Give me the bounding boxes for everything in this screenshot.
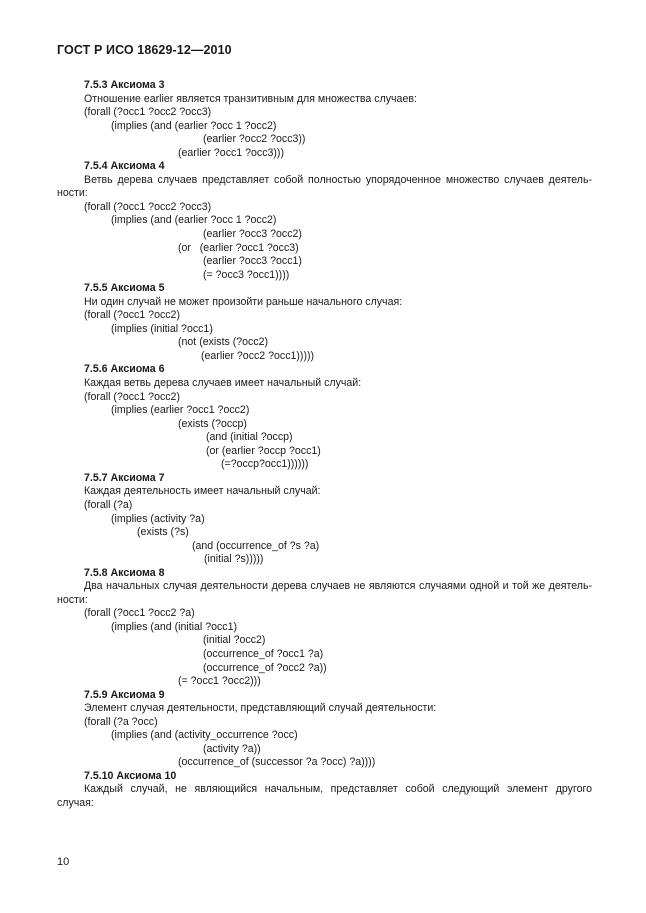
section-paragraph-line: Ветвь дерева случаев представляет собой полностью упорядоченное множество случаев деятель- bbox=[84, 173, 592, 186]
formula-line: (earlier ?occ3 ?occ1) bbox=[203, 255, 302, 268]
formula-line: (initial ?occ2) bbox=[203, 634, 266, 647]
formula-line: (earlier ?occ1 ?occ3))) bbox=[178, 146, 284, 159]
formula-line: (implies (and (activity_occurrence ?occ) bbox=[111, 729, 298, 742]
formula-line: (earlier ?occ2 ?occ3)) bbox=[203, 133, 306, 146]
formula-line: (and (initial ?occp) bbox=[206, 431, 293, 444]
section-heading: 7.5.8 Аксиома 8 bbox=[84, 566, 165, 579]
section-text: Каждая ветвь дерева случаев имеет начальный случай: bbox=[84, 377, 362, 390]
formula-line: (implies (and (initial ?occ1) bbox=[111, 620, 237, 633]
section-paragraph-line: Два начальных случая деятельности дерева случаев не являются случаями одной и той же деятель- bbox=[84, 580, 592, 593]
section-heading: 7.5.9 Аксиома 9 bbox=[84, 688, 165, 701]
formula-line: (exists (?occp) bbox=[178, 417, 247, 430]
formula-line: (= ?occ3 ?occ1)))) bbox=[203, 268, 290, 281]
formula-line: (occurrence_of (successor ?a ?occ) ?a)))) bbox=[178, 756, 376, 769]
formula-line: (forall (?a ?occ) bbox=[84, 715, 158, 728]
formula-line: (earlier ?occ3 ?occ2) bbox=[203, 228, 302, 241]
formula-line: (implies (and (earlier ?occ 1 ?occ2) bbox=[111, 119, 277, 132]
formula-line: (forall (?occ1 ?occ2 ?occ3) bbox=[84, 200, 212, 213]
formula-line: (implies (initial ?occ1) bbox=[111, 322, 213, 335]
section-heading: 7.5.10 Аксиома 10 bbox=[84, 769, 177, 782]
section-paragraph-line: случая: bbox=[57, 796, 94, 809]
formula-line: (exists (?s) bbox=[137, 526, 189, 539]
section-text: Элемент случая деятельности, представляющий случай деятельности: bbox=[84, 702, 437, 715]
formula-line: (or (earlier ?occ1 ?occ3) bbox=[178, 241, 299, 254]
section-paragraph-line: Каждый случай, не являющийся начальным, представляет собой следующий элемент другого bbox=[84, 783, 592, 796]
section-paragraph-line: ности: bbox=[57, 593, 88, 606]
formula-line: (forall (?occ1 ?occ2 ?a) bbox=[84, 607, 195, 620]
formula-line: (implies (and (earlier ?occ 1 ?occ2) bbox=[111, 214, 277, 227]
section-text: Каждая деятельность имеет начальный случай: bbox=[84, 485, 321, 498]
section-heading: 7.5.6 Аксиома 6 bbox=[84, 363, 165, 376]
formula-line: (=?occp?occ1)))))) bbox=[221, 458, 309, 471]
page-number: 10 bbox=[57, 856, 70, 868]
section-heading: 7.5.4 Аксиома 4 bbox=[84, 160, 165, 173]
section-heading: 7.5.5 Аксиома 5 bbox=[84, 282, 165, 295]
formula-line: (not (exists (?occ2) bbox=[178, 336, 269, 349]
document-body bbox=[57, 79, 592, 811]
formula-line: (and (occurrence_of ?s ?a) bbox=[192, 539, 320, 552]
formula-line: (= ?occ1 ?occ2))) bbox=[178, 675, 261, 688]
formula-line: (earlier ?occ2 ?occ1))))) bbox=[201, 349, 315, 362]
formula-line: (forall (?occ1 ?occ2 ?occ3) bbox=[84, 106, 212, 119]
formula-line: (occurrence_of ?occ1 ?a) bbox=[203, 647, 324, 660]
formula-line: (forall (?a) bbox=[84, 498, 133, 511]
formula-line: (activity ?a)) bbox=[203, 742, 261, 755]
section-text: Отношение earlier является транзитивным для множества случаев: bbox=[84, 92, 417, 105]
section-heading: 7.5.3 Аксиома 3 bbox=[84, 79, 165, 91]
formula-line: (implies (earlier ?occ1 ?occ2) bbox=[111, 404, 250, 417]
formula-line: (forall (?occ1 ?occ2) bbox=[84, 390, 180, 403]
formula-line: (occurrence_of ?occ2 ?a)) bbox=[203, 661, 327, 674]
section-text: Ни один случай не может произойти раньше начального случая: bbox=[84, 295, 403, 308]
section-heading: 7.5.7 Аксиома 7 bbox=[84, 471, 165, 484]
formula-line: (forall (?occ1 ?occ2) bbox=[84, 309, 180, 322]
formula-line: (implies (activity ?a) bbox=[111, 512, 205, 525]
formula-line: (initial ?s))))) bbox=[204, 553, 264, 566]
document-header: ГОСТ Р ИСО 18629-12—2010 bbox=[57, 43, 232, 57]
section-paragraph-line: ности: bbox=[57, 187, 88, 200]
formula-line: (or (earlier ?occp ?occ1) bbox=[206, 444, 321, 457]
